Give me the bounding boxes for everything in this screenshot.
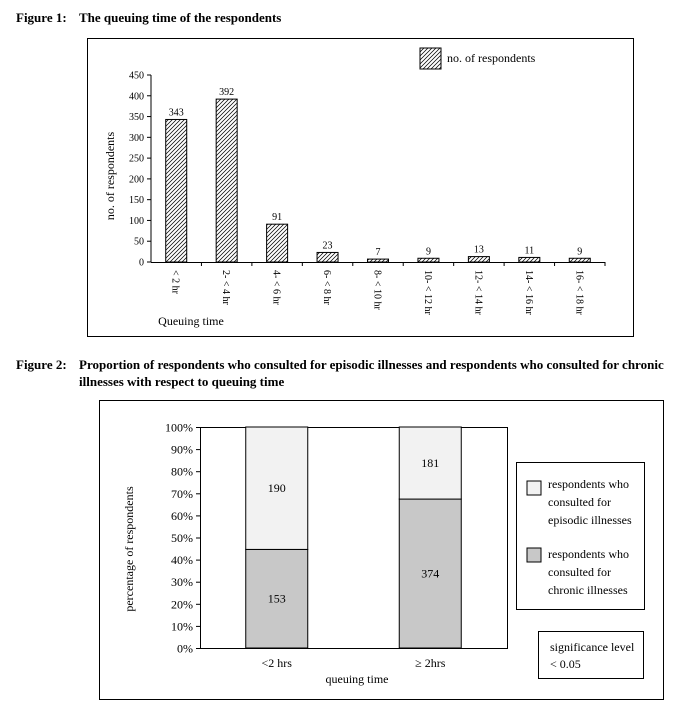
chart2-legend-chronic-line1: respondents who [548, 547, 629, 561]
chart1-y-tick-label: 200 [129, 174, 144, 186]
chart1-data-label: 343 [168, 107, 184, 119]
chart2-legend-swatch-episodic [527, 481, 541, 495]
chart2-y-tick-label: 60% [171, 508, 193, 523]
chart1-x-tick-label: 4- < 6 hr [270, 270, 282, 305]
chart1-y-tick-label: 300 [129, 132, 144, 144]
chart1-data-label: 392 [219, 87, 235, 99]
chart1-x-tick-label: 16- < 18 hr [573, 270, 585, 315]
chart1-y-tick-label: 250 [129, 153, 144, 165]
chart2-y-tick-label: 10% [171, 619, 193, 634]
chart1-x-tick-label: < 2 hr [169, 270, 181, 294]
chart2-y-tick-label: 20% [171, 597, 193, 612]
chart1-y-tick-label: 350 [129, 112, 144, 124]
chart1-y-tick-label: 400 [129, 91, 144, 103]
chart2-y-tick-label: 0% [177, 641, 193, 656]
chart1-bar [519, 257, 540, 262]
chart2-legend-swatch-chronic [527, 548, 541, 562]
chart2-y-tick-label: 90% [171, 442, 193, 457]
figure1-title: The queuing time of the respondents [79, 10, 282, 25]
chart2-y-tick-label: 100% [165, 420, 193, 435]
figure1-number: Figure 1: [16, 10, 67, 25]
chart1-x-tick-label: 2- < 4 hr [220, 270, 232, 305]
chart1-x-axis-title: Queuing time [158, 314, 224, 328]
chart1-data-label: 7 [375, 247, 381, 259]
chart1-y-tick-label: 100 [129, 215, 144, 227]
chart2-y-tick-label: 80% [171, 464, 193, 479]
chart2-legend-episodic-line2: consulted for [548, 495, 611, 509]
chart2-x-tick-label: ≥ 2hrs [415, 656, 446, 670]
chart2-y-tick-label: 50% [171, 531, 193, 545]
chart2-legend-episodic-line1: respondents who [548, 477, 629, 491]
chart2-significance-note [539, 632, 644, 679]
chart2-y-tick-label: 70% [171, 486, 193, 501]
chart1-axes [129, 71, 605, 269]
chart2-significance-line2: < 0.05 [550, 657, 581, 671]
chart1-x-tick-label: 10- < 12 hr [421, 270, 433, 315]
chart2-x-tick-label: <2 hrs [261, 656, 292, 670]
chart1-bar [216, 99, 237, 262]
chart2-y-tick-label: 30% [171, 575, 193, 590]
chart1-x-tick-labels [170, 270, 585, 315]
figure2-number: Figure 2: [16, 357, 67, 372]
chart1-y-axis-title: no. of respondents [103, 131, 117, 221]
chart1-legend-label: no. of respondents [447, 51, 536, 65]
chart2-legend-chronic-line2: consulted for [548, 565, 611, 579]
chart1-bar [166, 119, 187, 262]
chart1-data-label: 91 [272, 212, 283, 224]
chart1-bar [317, 252, 338, 262]
chart1-data-label: 9 [425, 246, 431, 258]
chart2-segment-label: 374 [421, 566, 440, 581]
chart1-bars [166, 99, 591, 262]
chart1-data-label: 9 [577, 246, 583, 258]
figure2-title: Proportion of respondents who consulted for episodic illnesses and respondents who consulted for chronic illnesses with respect to queuing time [79, 357, 664, 389]
chart1-bar [267, 224, 288, 262]
chart1-bar [569, 258, 590, 262]
chart1-x-tick-label: 6- < 8 hr [321, 270, 333, 305]
chart2-segment-label: 190 [267, 481, 286, 496]
chart1-x-tick-label: 12- < 14 hr [472, 270, 484, 315]
chart2-legend-chronic-line3: chronic illnesses [548, 583, 628, 597]
chart2-significance-box [539, 632, 644, 679]
chart2-significance-line1: significance level [550, 640, 635, 654]
chart2-y-tick-label: 40% [171, 553, 193, 568]
chart2-legend-episodic-line3: episodic illnesses [548, 513, 632, 527]
chart1-y-tick-label: 0 [139, 257, 144, 269]
chart2-y-axis-title: percentage of respondents [122, 486, 136, 612]
chart1-y-tick-label: 150 [129, 195, 144, 207]
chart1-y-tick-label: 50 [134, 236, 144, 248]
chart2-segment-label: 181 [421, 456, 440, 471]
chart1-x-tick-label: 8- < 10 hr [371, 270, 383, 310]
chart1-data-label: 11 [524, 245, 535, 257]
chart1-data-label: 23 [322, 240, 333, 252]
chart1-bar [368, 259, 389, 262]
chart1-legend-swatch [420, 48, 441, 69]
chart1-bar [468, 257, 489, 262]
chart1-y-tick-label: 450 [129, 70, 144, 82]
chart1-x-tick-label: 14- < 16 hr [522, 270, 534, 315]
chart2-legend [517, 463, 645, 610]
chart1-data-label: 13 [473, 244, 484, 256]
chart1-bar [418, 258, 439, 262]
chart2-segment-label: 153 [267, 591, 286, 606]
chart2-x-axis-title: queuing time [325, 672, 389, 686]
chart1-legend [420, 48, 536, 69]
chart2-x-tick-labels [262, 656, 446, 670]
